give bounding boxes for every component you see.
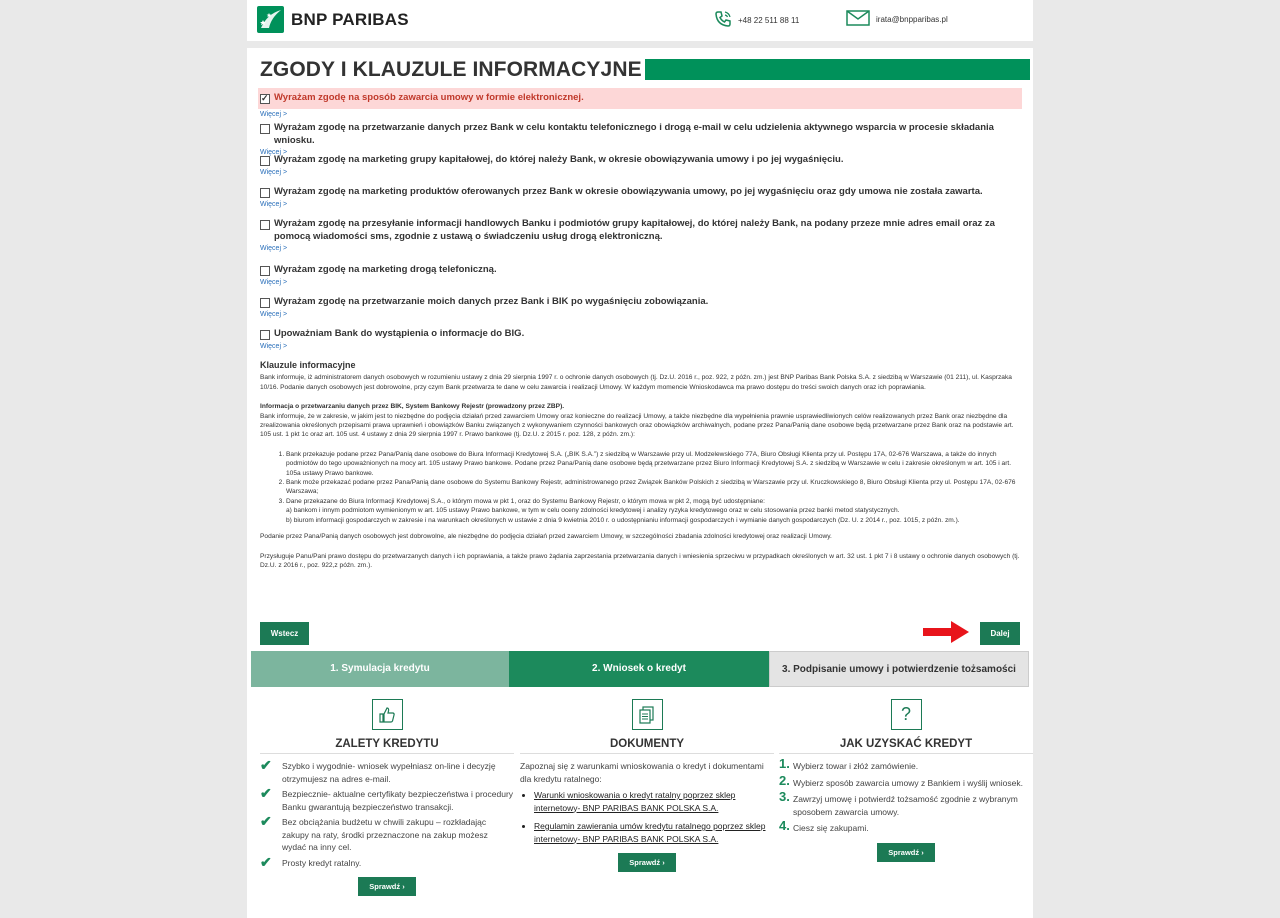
consent-product-marketing [260,186,1020,212]
consent-bik-processing [260,296,1020,322]
chevron-right-icon: › [921,847,924,857]
consent-checkbox[interactable] [260,330,270,340]
step-application: 2. Wniosek o kredyt [509,651,769,687]
email-address: irata@bnpparibas.pl [876,14,948,24]
howto-item: 4. Ciesz się zakupami. [779,818,869,833]
consent-list [260,88,1020,354]
documents-column [520,699,774,872]
consent-checkbox[interactable] [260,124,270,134]
page-wrapper [247,0,1033,918]
consent-text: Wyrażam zgodę na marketing drogą telefoniczną. [274,264,497,275]
consent-checkbox[interactable] [260,94,270,104]
back-button[interactable]: Wstecz [260,622,309,645]
phone-icon [714,10,732,30]
email-contact[interactable] [846,10,948,28]
howto-item: 1. Wybierz towar i złóż zamówienie. [779,756,919,771]
clause-paragraph: Bank informuje, iż administratorem danych osobowych w rozumieniu ustawy z dnia 29 sierpnia 1997 r. o ochronie danych osobowych (tj. Dz.U. 2016 r., poz. 922, z późn. zm.) jest BNP Paribas Bank Polska S.A. z siedzibą w Warszawie (01 211), ul. Kasprzaka 10/16. Podanie danych osobowych jest dobrowolne, przy czym Bank przetwarza te dane w celu zawarcia i realizacji Umowy. W każdym momencie Wnioskodawca ma prawo dostępu do treści swoich danych oraz ich poprawiania. [260,374,1012,391]
clause-list [260,450,1020,525]
benefit-item: ✔ Prosty kredyt ratalny. [260,853,362,870]
document-link[interactable]: • Regulamin zawierania umów kredytu ratalnego poprzez sklep internetowy- BNP PARIBAS BANK POLSKA S.A. [534,820,774,845]
consent-text: Wyrażam zgodę na sposób zawarcia umowy w formie elektronicznej. [274,92,584,103]
consent-electronic-contract [260,88,1020,116]
consent-checkbox[interactable] [260,266,270,276]
consent-text: Wyrażam zgodę na przetwarzanie moich danych przez Bank i BIK po wygaśnięciu zobowiązania. [274,296,709,307]
clause-paragraph: Bank informuje, że w zakresie, w jakim jest to niezbędne do podjęcia działań przed zawarciem Umowy oraz konieczne do realizacji Umowy, a także niezbędne dla wypełnienia prawnie usprawiedliwionych celów realizowanych przez Bank oraz niezbędne dla zrealizowania określonych przepisami prawa uprawnień i obowiązków Banku związanych z wykonywaniem czynności bankowych oraz obowiązków archiwalnych, podane przez Pana/Panią dane osobowe będą przetwarzane przez Bank oraz na podstawie art. 105 ust. 1 pkt 1c oraz art. 105 ust. 4 ustawy z dnia 29 sierpnia 1997 r. Prawo bankowe (tj. Dz.U. z 2015 r. poz. 128, z późn. zm.): [260,412,1014,439]
bik-heading: Informacja o przetwarzaniu danych przez BIK, System Bankowy Rejestr (prowadzony przez ZBP). [260,403,565,411]
title-accent-bar [645,59,1030,80]
benefit-item: ✔ Bez obciążania budżetu w chwili zakupu – rozkładając zakupy na raty, środki przeznaczone na zakup możesz wydać na inny cel. [260,813,488,852]
benefits-list [260,757,514,870]
howto-list [779,756,1033,835]
title-row [260,58,1030,82]
clause-sub-a: a) bankom i innym podmiotom wymienionym w art. 105 ustawy Prawo bankowe, w tym w celu oceny zdolności kredytowej i analizy ryzyka kredytowego oraz w celu stosowania przez banki metod statystycznych. [286,507,900,515]
consent-checkbox[interactable] [260,220,270,230]
consent-checkbox[interactable] [260,156,270,166]
howto-column [779,699,1033,862]
document-link[interactable]: • Warunki wnioskowania o kredyt ratalny poprzez sklep internetowy- BNP PARIBAS BANK POLSKA S.A. [534,789,774,814]
main-panel [247,48,1033,918]
more-link[interactable]: Więcej > [260,342,288,350]
check-icon: ✔ [260,785,272,801]
consent-text: Wyrażam zgodę na marketing grupy kapitałowej, do której należy Bank, w okresie obowiązywania umowy i po jej wygaśnięciu. [274,154,844,165]
benefits-heading: ZALETY KREDYTU [260,738,514,754]
check-icon: ✔ [260,757,272,773]
bnp-stars-logo-icon [257,6,284,33]
consent-big-authorization [260,328,1020,354]
consent-contact [260,122,1020,156]
howto-check-button[interactable]: Sprawdź › [877,843,935,862]
documents-links [520,789,774,845]
more-link[interactable]: Więcej > [260,278,288,286]
brand-logo[interactable] [257,6,409,33]
consent-group-marketing [260,154,1020,180]
howto-item: 2. Wybierz sposób zawarcia umowy z Bankiem i wyślij wniosek. [779,772,1023,788]
consent-text: Upoważniam Bank do wystąpienia o informacje do BIG. [274,328,525,339]
clause-sub-b: b) biurom informacji gospodarczych w zakresie i na warunkach określonych w ustawie z dnia 9 kwietnia 2010 r. o udostępnianiu informacji gospodarczych i wymianie danych gospodarczych (Dz. U. z 2014 r., poz. 1015, z późn. zm.). [286,516,960,524]
check-icon: ✔ [260,853,272,870]
phone-number: +48 22 511 88 11 [738,15,800,25]
chevron-right-icon: › [402,882,405,891]
consent-text: Wyrażam zgodę na przetwarzanie danych przez Bank w celu kontaktu telefonicznego i drogą e-mail w celu udzielenia aktywnego wsparcia w procesie składania wniosku. [274,122,994,146]
thumbs-up-icon [372,699,403,730]
chevron-right-icon: › [662,858,665,867]
documents-intro: Zapoznaj się z warunkami wnioskowania o kredyt i dokumentami dla kredytu ratalnego: [520,761,764,784]
phone-contact[interactable] [714,10,799,30]
more-link[interactable]: Więcej > [260,110,288,118]
benefits-check-button[interactable]: Sprawdź › [358,877,416,896]
more-link[interactable]: Więcej > [260,149,288,156]
clause-list-item: 2. Bank może przekazać podane przez Pana/Panią dane osobowe do Systemu Bankowy Rejestr, administrowanego przez Związek Banków Polskich z siedzibą w Warszawie przy ul. Kruczkowskiego 8, Biuro Obsługi Klienta przy ul. Postępu 17A, 02-676 Warszawa; [286,478,1020,497]
benefit-item: ✔ Szybko i wygodnie- wniosek wypełniasz on-line i decyzję otrzymujesz na adres e-mail. [260,757,496,784]
documents-heading: DOKUMENTY [520,738,774,754]
howto-heading: JAK UZYSKAĆ KREDYT [779,738,1033,754]
information-clauses [260,361,1020,580]
consent-text: Wyrażam zgodę na przesyłanie informacji handlowych Banku i podmiotów grupy kapitałowej, do której należy Bank, na podany przeze mnie adres email oraz za pomocą wiadomości sms, zgodnie z ustawą o świadczeniu usług drogą elektroniczną. [274,218,995,242]
clause-paragraph: Przysługuje Panu/Pani prawo dostępu do przetwarzanych danych i ich poprawiania, a także prawo żądania zaprzestania przetwarzania danych i wniesienia sprzeciwu w przypadkach określonych w art. 32 ust. 1 pkt 7 i 8 ustawy o ochronie danych osobowych (tj. Dz.U. z 2016 r., poz. 922,z późn. zm.). [260,552,1020,569]
more-link[interactable]: Więcej > [260,310,288,318]
red-arrow-icon [921,619,971,650]
envelope-icon [846,10,870,28]
next-button[interactable]: Dalej [980,622,1020,645]
clause-list-item: 1. Bank przekazuje podane przez Pana/Panią dane osobowe do Biura Informacji Kredytowej S.A. („BIK S.A.”) z siedzibą w Warszawie przy ul. Modzelewskiego 77A, Biuro Obsługi Klienta przy ul. Postępu 17A, 02-676 Warszawa, a także do innych podmiotów do tego upoważnionych na mocy art. 105 ustawy Prawo bankowe. Podane przez Pana/Panią dane osobowe będą przetwarzane przez Biuro Informacji Kredytowej S.A. z siedzibą w Warszawie w celu i zakresie określonym w art. 105 i art. 105a ustawy Prawo bankowe. [286,450,1020,478]
clause-paragraph: Podanie przez Pana/Panią danych osobowych jest dobrowolne, ale niezbędne do podjęcia działań przed zawarciem Umowy, w szczególności zbadania zdolności kredytowej oraz realizacji Umowy. [260,533,832,541]
consent-text: Wyrażam zgodę na marketing produktów oferowanych przez Bank w okresie obowiązywania umowy, po jej wygaśnięciu oraz gdy umowa nie została zawarta. [274,186,983,197]
consent-commercial-info [260,218,1020,258]
benefits-column [260,699,514,896]
benefit-item: ✔ Bezpiecznie- aktualne certyfikaty bezpieczeństwa i procedury Banku gwarantują bezpieczeństwo transakcji. [260,785,514,812]
question-icon: ? [891,699,922,730]
documents-check-button[interactable]: Sprawdź › [618,853,676,872]
more-link[interactable]: Więcej > [260,168,288,176]
progress-steps [251,651,1029,687]
clause-list-item: 3. Dane przekazane do Biura Informacji Kredytowej S.A., o którym mowa w pkt 1, oraz do Systemu Bankowy Rejestr, o którym mowa w pkt 2, mogą być udostępniane: a) bankom i innym podmiotom wymienionym w art. 105 ustawy Prawo bankowe, w tym w celu oceny zdolności kredytowej i analizy ryzyka kredytowego oraz w celu stosowania przez banki metod statystycznych. b) biurom informacji gospodarczych w zakresie i na warunkach określonych w ustawie z dnia 9 kwietnia 2010 r. o udostępnianiu informacji gospodarczych i wymianie danych gospodarczych (Dz. U. z 2014 r., poz. 1015, z późn. zm.). [286,497,1020,525]
consent-checkbox[interactable] [260,188,270,198]
step-simulation: 1. Symulacja kredytu [251,651,509,687]
check-icon: ✔ [260,813,272,829]
top-bar [247,0,1033,41]
more-link[interactable]: Więcej > [260,245,288,252]
page-title: ZGODY I KLAUZULE INFORMACYJNE [260,58,642,81]
brand-name: BNP PARIBAS [291,9,409,29]
documents-icon [632,699,663,730]
step-signing: 3. Podpisanie umowy i potwierdzenie tożsamości [769,651,1029,687]
consent-checkbox[interactable] [260,298,270,308]
consent-phone-marketing [260,264,1020,290]
clauses-heading: Klauzule informacyjne [260,360,356,370]
more-link[interactable]: Więcej > [260,200,288,208]
howto-item: 3. Zawrzyj umowę i potwierdź tożsamość zgodnie z wybranym sposobem zawarcia umowy. [779,789,1018,817]
